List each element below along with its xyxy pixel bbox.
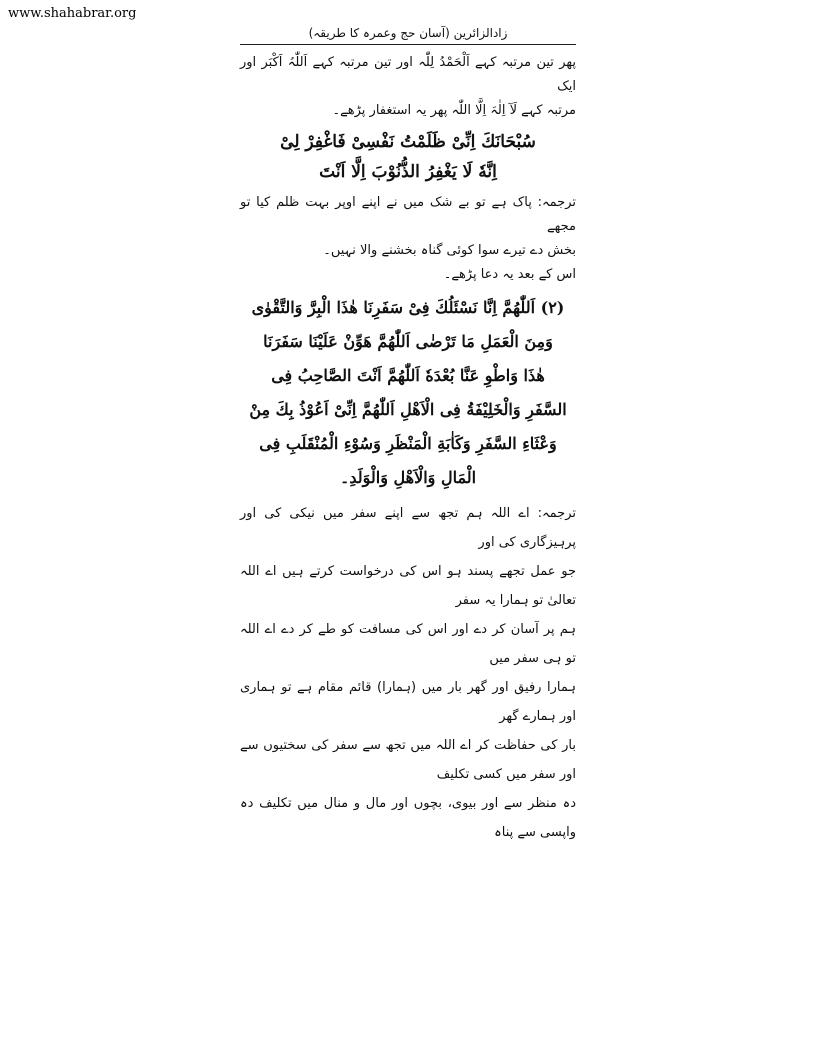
translation-line: ترجمہ: پاک ہے تو بے شک میں نے اپنے اوپر بہت ظلم کیا تو مجھے (240, 195, 576, 234)
translation-line: ترجمہ: اے اللہ ہم تجھ سے اپنے سفر میں نیکی کی اور پرہیزگاری کی اور (240, 506, 576, 550)
after-instruction: اس کے بعد یہ دعا پڑھے۔ (443, 267, 576, 282)
dua-line: الْمَالِ وَالْاَهْلِ وَالْوَلَدِ۔ (339, 468, 477, 487)
page-content (240, 26, 576, 847)
translation-line: ہمارا رفیق اور گھر بار میں (ہمارا) قائم مقام ہے تو ہماری اور ہمارے گھر (240, 680, 576, 724)
running-header: زادالزائرین (آسان حج وعمرہ کا طریقہ) (240, 26, 576, 45)
intro-paragraph (240, 51, 576, 123)
translation-2 (240, 499, 576, 847)
dua-line: (۲) اَللّٰهُمَّ اِنَّا نَسْئَلُكَ فِیْ سَفَرِنَا هٰذَا الْبِرَّ وَالتَّقْوٰی (251, 298, 565, 317)
translation-line: بخش دے تیرے سوا کوئی گناہ بخشنے والا نہیں۔ (323, 243, 576, 258)
translation-line: ہم پر آسان کر دے اور اس کی مسافت کو طے کر دے اے اللہ تو ہی سفر میں (240, 622, 576, 666)
site-watermark: www.shahabrar.org (8, 6, 137, 21)
intro-line: مرتبہ کہے لَآ اِلٰہَ اِلَّا اللّٰہ پھر یہ استغفار پڑھے۔ (332, 103, 576, 118)
translation-line: دہ منظر سے اور بیوی، بچوں اور مال و منال میں تکلیف دہ واپسی سے پناہ (240, 796, 576, 840)
arabic-line: اِنَّهٗ لَا یَغْفِرُ الذُّنُوْبَ اِلَّا اَنْتَ (319, 162, 497, 182)
translation-1 (240, 191, 576, 263)
travel-dua (240, 291, 576, 495)
istighfar-text (240, 127, 576, 187)
dua-line: هٰذَا وَاطْوِ عَنَّا بُعْدَهٗ اَللّٰهُمَّ اَنْتَ الصَّاحِبُ فِی (271, 366, 545, 385)
dua-line: وَعْثَاءِ السَّفَرِ وَكَاٰبَةِ الْمَنْظَرِ وَسُوْءِ الْمُنْقَلَبِ فِی (259, 434, 557, 453)
dua-line: وَمِنَ الْعَمَلِ مَا تَرْضٰی اَللّٰهُمَّ هَوِّنْ عَلَیْنَا سَفَرَنَا (263, 332, 553, 351)
dua-line: السَّفَرِ وَالْخَلِیْفَةُ فِی الْاَهْلِ اَللّٰهُمَّ اِنِّیْ اَعُوْذُ بِكَ مِنْ (249, 400, 567, 419)
translation-line: جو عمل تجھے پسند ہو اس کی درخواست کرتے ہیں اے اللہ تعالیٰ تو ہمارا یہ سفر (240, 564, 576, 608)
arabic-line: سُبْحَانَكَ اِنِّیْ ظَلَمْتُ نَفْسِیْ فَاغْفِرْ لِیْ (280, 132, 536, 152)
intro-line: پھر تین مرتبہ کہے اَلْحَمْدُ لِلّٰہ اور تین مرتبہ کہے اَللّٰہُ اَکْبَر اور ایک (240, 55, 576, 94)
translation-line: بار کی حفاظت کر اے اللہ میں تجھ سے سفر کی سختیوں سے اور سفر میں کسی تکلیف (240, 738, 576, 782)
